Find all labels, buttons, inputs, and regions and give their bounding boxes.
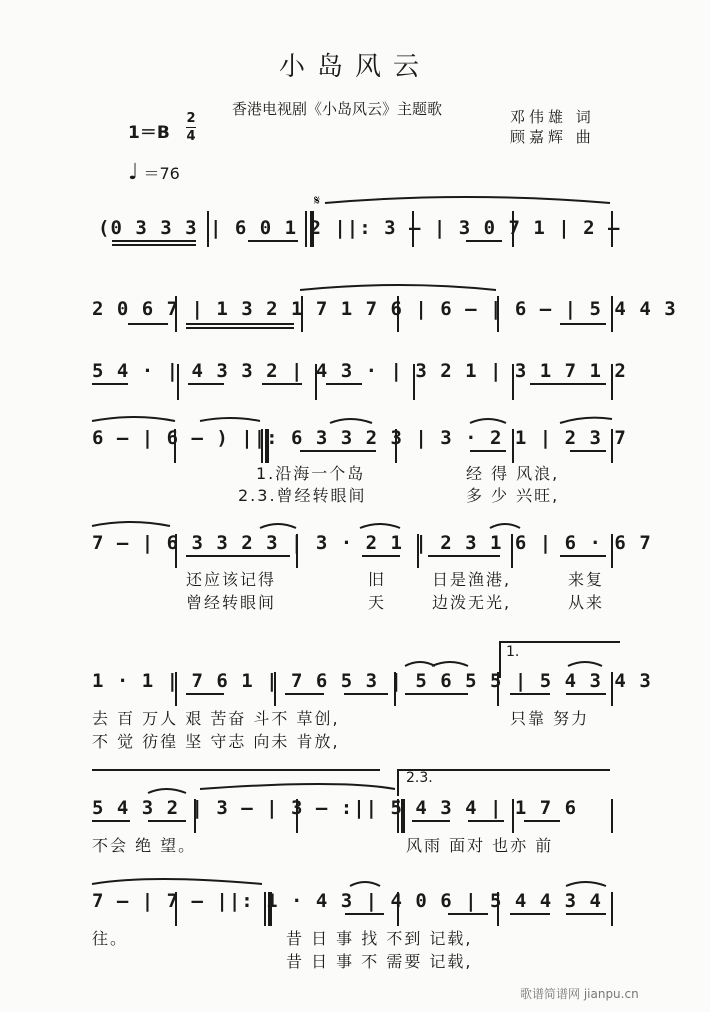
lyricist-credit: 邓伟雄 词 bbox=[510, 108, 595, 126]
lyric-line-5b-2: 天 bbox=[368, 593, 387, 612]
key-signature: 1＝B bbox=[128, 123, 170, 143]
lyric-line-7a-end: 风雨 面对 也亦 前 bbox=[406, 836, 554, 855]
row-2-notes: 2 0 6 7 | 1 3 2 1 7 1 7 6 | 6 — | 6 — | 5 4 4 3 bbox=[92, 298, 677, 320]
row-4-notes: 6 — | 6 — ) ||: 6 3 3 2 3 | 3 · 2 1 | 2 3 7 bbox=[92, 427, 627, 449]
lyric-line-4b: 2.3.曾经转眼间 bbox=[238, 486, 367, 505]
svg-text:𝄋: 𝄋 bbox=[314, 193, 321, 209]
lyric-line-4a: 1.沿海一个岛 bbox=[256, 464, 366, 483]
row-8-notes: 7 — | 7 — ||: 1 · 4 3 | 4 0 6 | 5 4 4 3 4 bbox=[92, 890, 602, 912]
lyric-line-5b-1: 曾经转眼间 bbox=[186, 593, 277, 612]
lyric-line-5b-3: 边泼无光, bbox=[432, 593, 512, 612]
score-row-3 bbox=[0, 360, 710, 420]
row-5-notes: 7 — | 6 3 3 2 3 | 3 · 2 1 | 2 3 1 6 | 6 · 6 7 bbox=[92, 532, 652, 554]
lyric-line-5b-4: 从来 bbox=[568, 593, 605, 612]
tempo-value: ＝76 bbox=[143, 164, 180, 183]
quarter-note-icon: ♩ bbox=[128, 160, 139, 185]
watermark: 歌谱简谱网 jianpu.cn bbox=[520, 987, 639, 1001]
volta-1: 1. bbox=[506, 644, 520, 660]
lyric-line-8b: 昔 日 事 不 需要 记载, bbox=[286, 952, 473, 971]
subtitle: 香港电视剧《小岛风云》主题歌 bbox=[232, 100, 443, 118]
lyric-line-6a: 去 百 万人 艰 苦奋 斗不 草创, bbox=[92, 709, 340, 728]
row-1-notes: (0 3 3 3 | 6 0 1 2 ||: 3 — | 3 0 7 1 | 2 — bbox=[98, 217, 621, 239]
score-row-2 bbox=[0, 290, 710, 350]
lyric-line-8a: 昔 日 事 找 不到 记载, bbox=[286, 929, 473, 948]
volta-brackets-row-7 bbox=[0, 764, 710, 798]
lyric-line-6a-end: 只靠 努力 bbox=[510, 709, 590, 728]
row-6-notes: 1 · 1 | 7 6 1 | 7 6 5 3 | 5 6 5 5 | 5 4 3 4 3 bbox=[92, 670, 652, 692]
lyric-line-4b-end: 多 少 兴旺, bbox=[466, 486, 560, 505]
volta-2-3: 2.3. bbox=[406, 770, 433, 786]
lyric-line-5a-4: 来复 bbox=[568, 570, 605, 589]
time-sig-top: 2 bbox=[186, 111, 196, 126]
composer-credit: 顾嘉辉 曲 bbox=[510, 128, 595, 146]
lyric-line-5a-3: 日是渔港, bbox=[432, 570, 512, 589]
lyric-line-6b: 不 觉 彷徨 坚 守志 向未 肯放, bbox=[92, 732, 340, 751]
time-signature bbox=[186, 111, 196, 144]
lyric-line-7a: 不会 绝 望。 bbox=[92, 836, 197, 855]
lyric-line-5a-2: 旧 bbox=[368, 570, 387, 589]
page-title: 小岛风云 bbox=[278, 52, 431, 82]
lyric-line-5a-1: 还应该记得 bbox=[186, 570, 277, 589]
tempo-mark bbox=[128, 160, 180, 185]
row-3-notes: 5 4 · | 4 3 3 2 | 4 3 · | 3 2 1 | 3 1 7 1 2 bbox=[92, 360, 627, 382]
row-7-notes: 5 4 3 2 | 3 — | 3 — :|| 5 4 3 4 | 1 7 6 bbox=[92, 797, 578, 819]
time-sig-bottom: 4 bbox=[186, 129, 196, 144]
score-row-1 bbox=[0, 193, 710, 265]
lyric-line-4a-end: 经 得 风浪, bbox=[466, 464, 560, 483]
lyric-line-8a-1: 往。 bbox=[92, 929, 129, 948]
